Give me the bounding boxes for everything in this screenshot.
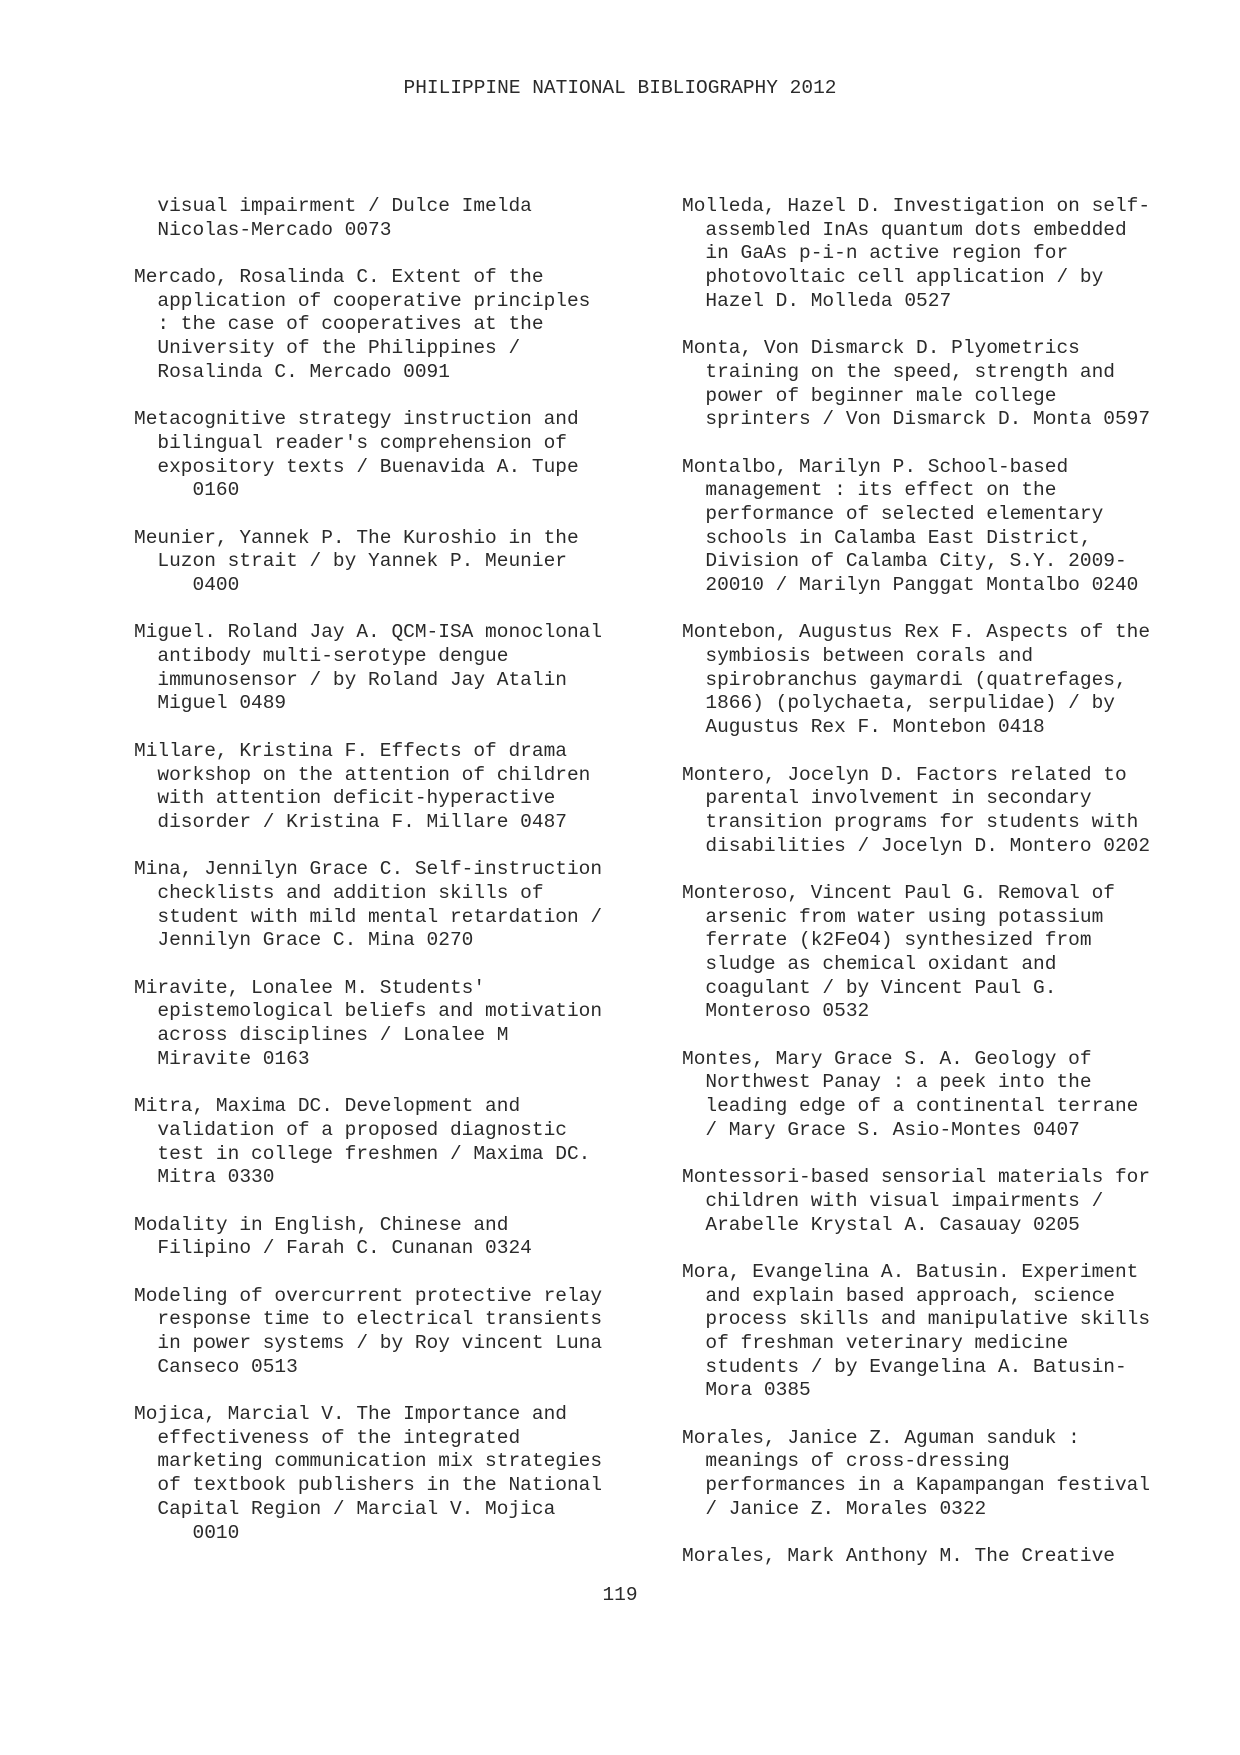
entry-line: checklists and addition skills of bbox=[134, 881, 544, 904]
bibliography-entry bbox=[134, 527, 674, 598]
entry-line: University of the Philippines / bbox=[134, 337, 521, 360]
entry-line: Monteroso, Vincent Paul G. Removal of bbox=[682, 881, 1115, 904]
entry-line: application of cooperative principles bbox=[134, 289, 591, 312]
entry-line: Augustus Rex F. Montebon 0418 bbox=[682, 716, 1045, 739]
bibliography-entry bbox=[134, 1403, 674, 1545]
entry-line: marketing communication mix strategies bbox=[134, 1450, 603, 1473]
entry-line: children with visual impairments / bbox=[682, 1189, 1104, 1212]
entry-line: Miravite 0163 bbox=[134, 1047, 310, 1070]
entry-line: expository texts / Buenavida A. Tupe bbox=[134, 455, 579, 478]
bibliography-entry bbox=[134, 266, 674, 384]
bibliography-entry bbox=[682, 882, 1222, 1024]
entry-line: bilingual reader's comprehension of bbox=[134, 431, 567, 454]
entry-line: in power systems / by Roy vincent Luna bbox=[134, 1332, 603, 1354]
entry-line: Montero, Jocelyn D. Factors related to bbox=[682, 763, 1127, 786]
bibliography-entry bbox=[682, 195, 1222, 313]
bibliography-entry bbox=[134, 621, 674, 716]
entry-line: management : its effect on the bbox=[682, 479, 1057, 502]
entry-line: spirobranchus gaymardi (quatrefages, bbox=[682, 668, 1127, 691]
entry-line: performances in a Kapampangan festival bbox=[682, 1474, 1151, 1497]
entry-line: of freshman veterinary medicine bbox=[682, 1332, 1069, 1354]
entry-line: epistemological beliefs and motivation bbox=[134, 1000, 603, 1023]
entry-line: Northwest Panay : a peek into the bbox=[682, 1071, 1092, 1094]
entry-line: ferrate (k2FeO4) synthesized from bbox=[682, 929, 1092, 952]
entry-line: Montessori-based sensorial materials for bbox=[682, 1166, 1151, 1189]
entry-line: training on the speed, strength and bbox=[682, 360, 1115, 383]
page-number: 119 bbox=[602, 1584, 638, 1606]
entry-line: Jennilyn Grace C. Mina 0270 bbox=[134, 929, 474, 952]
entry-line: Molleda, Hazel D. Investigation on self- bbox=[682, 195, 1151, 217]
bibliography-entry bbox=[682, 1048, 1222, 1143]
bibliography-entry bbox=[682, 337, 1222, 432]
entry-line: Mora 0385 bbox=[682, 1379, 811, 1402]
entry-line: / Mary Grace S. Asio-Montes 0407 bbox=[682, 1118, 1080, 1141]
entry-line: in GaAs p-i-n active region for bbox=[682, 242, 1069, 265]
bibliography-entry bbox=[134, 1095, 674, 1190]
entry-line: Mitra, Maxima DC. Development and bbox=[134, 1095, 521, 1118]
entry-line: Monteroso 0532 bbox=[682, 1000, 870, 1023]
entry-line: power of beginner male college bbox=[682, 384, 1057, 407]
bibliography-entry bbox=[682, 764, 1222, 859]
entry-line: Millare, Kristina F. Effects of drama bbox=[134, 739, 567, 762]
entry-line: Miguel. Roland Jay A. QCM-ISA monoclonal bbox=[134, 621, 603, 644]
entry-line: Mora, Evangelina A. Batusin. Experiment bbox=[682, 1260, 1139, 1283]
entry-line: schools in Calamba East District, bbox=[682, 526, 1092, 549]
bibliography-entry bbox=[682, 1166, 1222, 1237]
entry-line: Luzon strait / by Yannek P. Meunier bbox=[134, 550, 567, 573]
bibliography-entry bbox=[134, 977, 674, 1072]
entry-line: visual impairment / Dulce Imelda bbox=[134, 195, 532, 217]
entry-line: photovoltaic cell application / by bbox=[682, 266, 1104, 289]
bibliography-entry bbox=[682, 456, 1222, 598]
bibliography-entry bbox=[682, 1427, 1222, 1522]
entry-line: 0400 bbox=[134, 574, 240, 596]
bibliography-entry bbox=[682, 1261, 1222, 1403]
entry-line: Mercado, Rosalinda C. Extent of the bbox=[134, 266, 544, 289]
entry-line: immunosensor / by Roland Jay Atalin bbox=[134, 668, 567, 691]
entry-line: Arabelle Krystal A. Casauay 0205 bbox=[682, 1213, 1080, 1236]
entry-line: Division of Calamba City, S.Y. 2009- bbox=[682, 550, 1127, 573]
bibliography-entry bbox=[134, 1214, 674, 1261]
entry-line: meanings of cross-dressing bbox=[682, 1450, 1010, 1473]
entry-line: Montebon, Augustus Rex F. Aspects of the bbox=[682, 621, 1151, 644]
entry-line: 0160 bbox=[134, 479, 240, 502]
entry-line: Montalbo, Marilyn P. School-based bbox=[682, 455, 1069, 478]
entry-line: Metacognitive strategy instruction and bbox=[134, 408, 579, 431]
entry-line: Morales, Janice Z. Aguman sanduk : bbox=[682, 1426, 1080, 1449]
entry-line: assembled InAs quantum dots embedded bbox=[682, 218, 1127, 241]
entry-line: sprinters / Von Dismarck D. Monta 0597 bbox=[682, 408, 1151, 431]
entry-line: 0010 bbox=[134, 1521, 240, 1544]
entry-line: validation of a proposed diagnostic bbox=[134, 1118, 567, 1141]
entry-line: coagulant / by Vincent Paul G. bbox=[682, 976, 1057, 999]
entry-line: Modeling of overcurrent protective relay bbox=[134, 1284, 603, 1307]
entry-line: parental involvement in secondary bbox=[682, 787, 1092, 810]
entry-line: Rosalinda C. Mercado 0091 bbox=[134, 360, 450, 383]
entry-line: process skills and manipulative skills bbox=[682, 1308, 1151, 1331]
bibliography-entry bbox=[682, 621, 1222, 739]
bibliography-entry bbox=[682, 1545, 1222, 1569]
entry-line: workshop on the attention of children bbox=[134, 763, 591, 786]
entry-line: of textbook publishers in the National bbox=[134, 1474, 603, 1497]
right-column bbox=[682, 195, 1222, 1593]
entry-line: students / by Evangelina A. Batusin- bbox=[682, 1355, 1127, 1378]
entry-line: antibody multi-serotype dengue bbox=[134, 645, 509, 668]
entry-line: Mitra 0330 bbox=[134, 1166, 275, 1189]
entry-line: symbiosis between corals and bbox=[682, 645, 1034, 668]
entry-line: performance of selected elementary bbox=[682, 502, 1104, 525]
left-column bbox=[134, 195, 674, 1569]
entry-line: 20010 / Marilyn Panggat Montalbo 0240 bbox=[682, 574, 1139, 596]
entry-line: Mojica, Marcial V. The Importance and bbox=[134, 1403, 567, 1426]
entry-line: leading edge of a continental terrane bbox=[682, 1095, 1139, 1118]
entry-line: Miguel 0489 bbox=[134, 692, 287, 715]
entry-line: response time to electrical transients bbox=[134, 1308, 603, 1331]
entry-line: and explain based approach, science bbox=[682, 1284, 1115, 1307]
bibliography-entry bbox=[134, 740, 674, 835]
entry-line: Montes, Mary Grace S. A. Geology of bbox=[682, 1047, 1092, 1070]
entry-line: Miravite, Lonalee M. Students' bbox=[134, 976, 486, 999]
entry-line: student with mild mental retardation / bbox=[134, 905, 603, 928]
page-header: PHILIPPINE NATIONAL BIBLIOGRAPHY 2012 bbox=[403, 77, 837, 99]
entry-line: Hazel D. Molleda 0527 bbox=[682, 289, 952, 312]
entry-line: disabilities / Jocelyn D. Montero 0202 bbox=[682, 834, 1151, 857]
entry-line: Nicolas-Mercado 0073 bbox=[134, 218, 392, 241]
bibliography-entry bbox=[134, 1285, 674, 1380]
entry-line: Filipino / Farah C. Cunanan 0324 bbox=[134, 1237, 532, 1260]
entry-line: sludge as chemical oxidant and bbox=[682, 953, 1057, 975]
entry-line: : the case of cooperatives at the bbox=[134, 313, 544, 336]
entry-line: 1866) (polychaeta, serpulidae) / by bbox=[682, 692, 1115, 715]
bibliography-entry bbox=[134, 195, 674, 242]
entry-line: with attention deficit-hyperactive bbox=[134, 787, 556, 810]
entry-line: across disciplines / Lonalee M bbox=[134, 1024, 509, 1047]
entry-line: test in college freshmen / Maxima DC. bbox=[134, 1142, 591, 1165]
entry-line: / Janice Z. Morales 0322 bbox=[682, 1497, 987, 1520]
entry-line: Mina, Jennilyn Grace C. Self-instruction bbox=[134, 858, 603, 881]
entry-line: arsenic from water using potassium bbox=[682, 905, 1104, 928]
entry-line: transition programs for students with bbox=[682, 810, 1139, 833]
entry-line: Capital Region / Marcial V. Mojica bbox=[134, 1497, 556, 1520]
entry-line: Modality in English, Chinese and bbox=[134, 1213, 509, 1236]
entry-line: Meunier, Yannek P. The Kuroshio in the bbox=[134, 526, 579, 549]
bibliography-entry bbox=[134, 408, 674, 503]
entry-line: effectiveness of the integrated bbox=[134, 1426, 521, 1449]
entry-line: disorder / Kristina F. Millare 0487 bbox=[134, 810, 567, 833]
bibliography-entry bbox=[134, 858, 674, 953]
entry-line: Monta, Von Dismarck D. Plyometrics bbox=[682, 337, 1080, 360]
entry-line: Canseco 0513 bbox=[134, 1355, 298, 1378]
entry-line: Morales, Mark Anthony M. The Creative bbox=[682, 1545, 1115, 1568]
